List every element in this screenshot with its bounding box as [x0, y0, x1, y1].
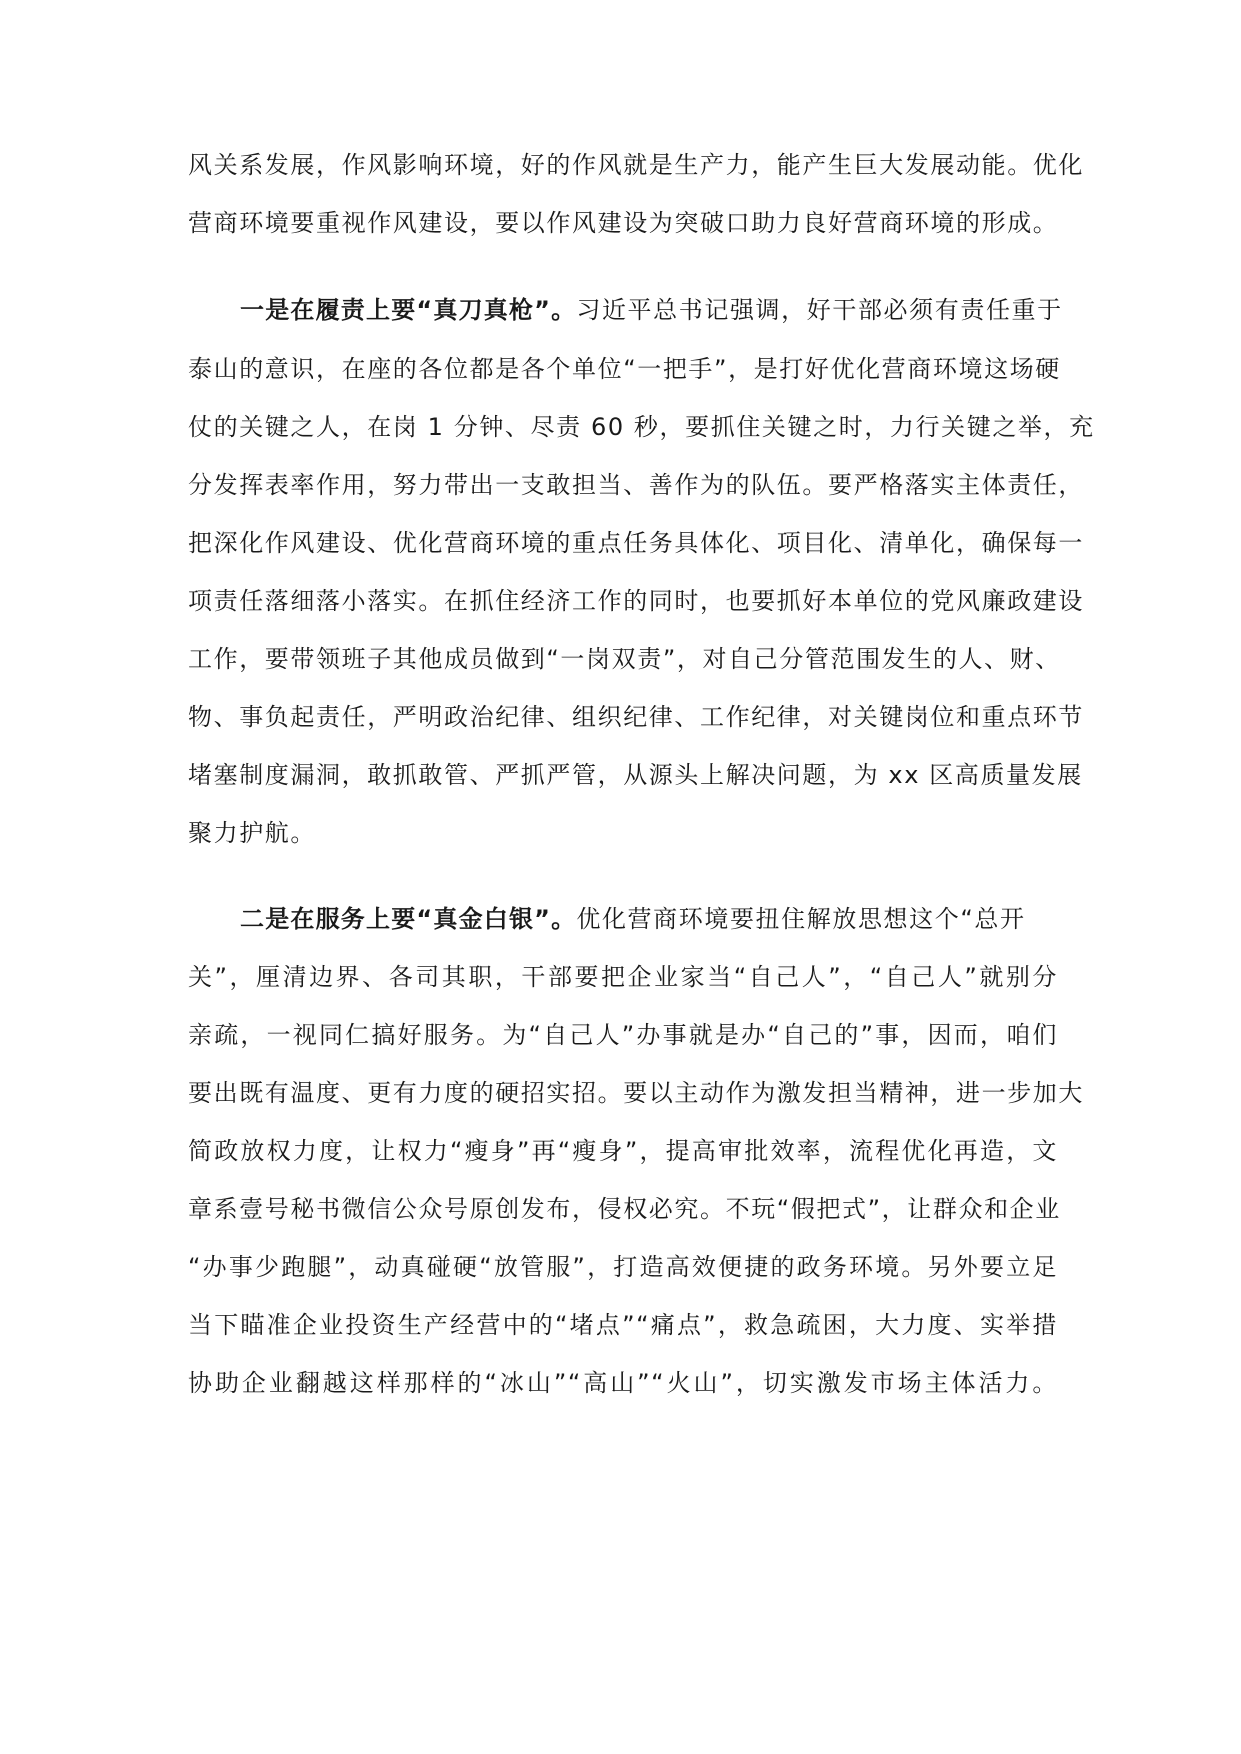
section-2-first-line-text: 优化营商环境要扭住解放思想这个“总开 — [576, 905, 1026, 933]
text-line: 亲疏，一视同仁搞好服务。为“自己人”办事就是办“自己的”事，因而，咱们 — [188, 1021, 1058, 1049]
text-line: 协助企业翻越这样那样的“冰山”“高山”“火山”，切实激发市场主体活力。 — [188, 1369, 1058, 1397]
document-page — [188, 0, 1095, 1754]
text-line: 分发挥表率作用，努力带出一支敢担当、善作为的队伍。要严格落实主体责任， — [188, 471, 1084, 499]
section-1-heading: 一是在履责上要“真刀真枪”。 — [240, 296, 577, 324]
text-line: 项责任落细落小落实。在抓住经济工作的同时，也要抓好本单位的党风廉政建设 — [188, 587, 1084, 615]
text-line: 章系壹号秘书微信公众号原创发布，侵权必究。不玩“假把式”，让群众和企业 — [188, 1195, 1061, 1223]
section-1-first-line — [188, 277, 1063, 343]
text-line: 把深化作风建设、优化营商环境的重点任务具体化、项目化、清单化，确保每一 — [188, 529, 1084, 557]
text-line: 营商环境要重视作风建设，要以作风建设为突破口助力良好营商环境的形成。 — [188, 209, 1059, 237]
text-line: 要出既有温度、更有力度的硬招实招。要以主动作为激发担当精神，进一步加大 — [188, 1079, 1084, 1107]
text-line: 简政放权力度，让权力“瘦身”再“瘦身”，提高审批效率，流程优化再造，文 — [188, 1137, 1058, 1165]
section-2-heading: 二是在服务上要“真金白银”。 — [240, 905, 577, 933]
section-1-first-line-text: 习近平总书记强调，好干部必须有责任重于 — [576, 296, 1063, 324]
text-line: 聚力护航。 — [188, 819, 316, 847]
text-line: 风关系发展，作风影响环境，好的作风就是生产力，能产生巨大发展动能。优化 — [188, 151, 1084, 179]
text-line: 仗的关键之人，在岗 1 分钟、尽责 60 秒，要抓住关键之时，力行关键之举，充 — [188, 413, 1095, 441]
text-line: “办事少跑腿”，动真碰硬“放管服”，打造高效便捷的政务环境。另外要立足 — [188, 1253, 1058, 1281]
text-line: 关”，厘清边界、各司其职，干部要把企业家当“自己人”，“自己人”就别分 — [188, 963, 1058, 991]
section-2-first-line — [188, 886, 1058, 952]
text-line: 堵塞制度漏洞，敢抓敢管、严抓严管，从源头上解决问题，为 xx 区高质量发展 — [188, 761, 1083, 789]
text-line: 当下瞄准企业投资生产经营中的“堵点”“痛点”，救急疏困，大力度、实举措 — [188, 1311, 1058, 1339]
text-line: 物、事负起责任，严明政治纪律、组织纪律、工作纪律，对关键岗位和重点环节 — [188, 703, 1084, 731]
text-line: 泰山的意识，在座的各位都是各个单位“一把手”，是打好优化营商环境这场硬 — [188, 355, 1061, 383]
text-line: 工作，要带领班子其他成员做到“一岗双责”，对自己分管范围发生的人、财、 — [188, 645, 1061, 673]
